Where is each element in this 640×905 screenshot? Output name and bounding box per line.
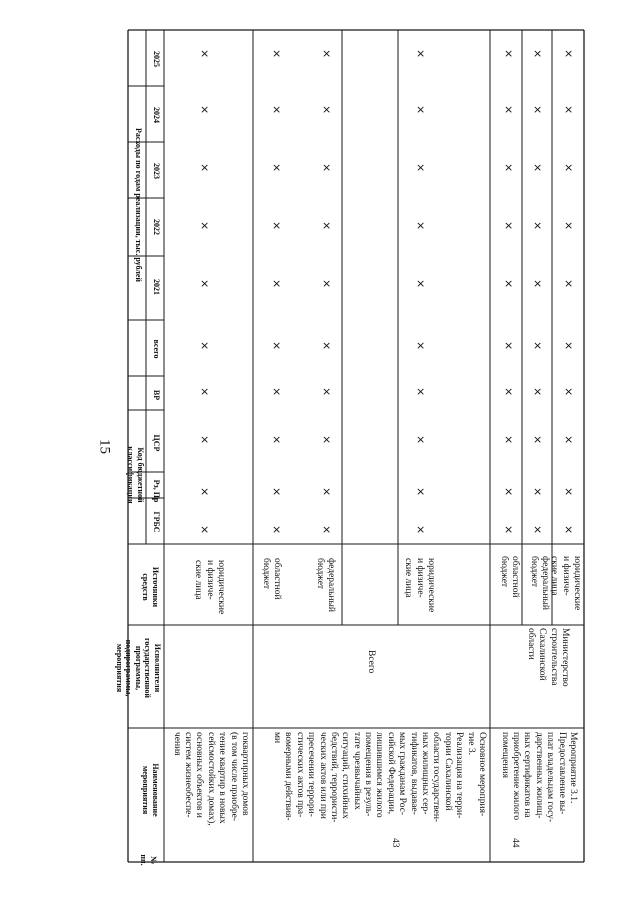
cross-mark-r44-regional-rzpr: × bbox=[504, 485, 514, 498]
cross-mark-r43-federal-rzpr: × bbox=[322, 485, 332, 498]
cross-mark-r43-individuals-rzpr: × bbox=[416, 485, 426, 498]
cross-mark-r44-individuals-csr: × bbox=[564, 433, 574, 446]
cont-row-name: гоквартирных домов (в том числе приобре- тение квартир в новых сейсмостойких домах), основных объектов и систем жизнеобеспе- чения bbox=[171, 732, 250, 826]
cross-mark-r44-federal-rzpr: × bbox=[533, 485, 543, 498]
cross-mark-r43-federal-grbs: × bbox=[322, 523, 332, 536]
cross-mark-cont-rzpr: × bbox=[200, 485, 210, 498]
header-expenses: Расходы по годам реализации, тыс. рублей bbox=[134, 127, 143, 283]
cross-mark-r43-individuals-y2024: × bbox=[416, 103, 426, 116]
cross-mark-r44-regional-total: × bbox=[504, 339, 514, 352]
header-grbs: ГРБС bbox=[152, 511, 161, 533]
cross-mark-r44-federal-y2023: × bbox=[533, 161, 543, 174]
cross-mark-r44-individuals-y2022: × bbox=[564, 219, 574, 232]
cross-mark-r43-federal-vr: × bbox=[322, 385, 332, 398]
cross-mark-r43-individuals-grbs: × bbox=[416, 523, 426, 536]
cross-mark-cont-y2022: × bbox=[200, 219, 210, 232]
cross-mark-cont-y2025: × bbox=[200, 47, 210, 60]
header-executor: Исполнители государственной программы, подпрограммы, мероприятия bbox=[114, 637, 162, 699]
cross-mark-r43-individuals-y2023: × bbox=[416, 161, 426, 174]
cross-mark-r44-individuals-y2021: × bbox=[564, 277, 574, 290]
row-43-number: 43 bbox=[390, 838, 400, 848]
row-44-executor: Министерство строительства Сахалинской области bbox=[525, 628, 570, 687]
cross-mark-r43-regional-y2021: × bbox=[272, 277, 282, 290]
cross-mark-r44-federal-grbs: × bbox=[533, 523, 543, 536]
cross-mark-r43-regional-y2025: × bbox=[272, 47, 282, 60]
cross-mark-r43-individuals-total: × bbox=[416, 339, 426, 352]
cross-mark-cont-y2024: × bbox=[200, 103, 210, 116]
cross-mark-r43-individuals-y2022: × bbox=[416, 219, 426, 232]
header-sources: Источники средств bbox=[141, 566, 160, 608]
cross-mark-cont-vr: × bbox=[200, 385, 210, 398]
cross-mark-r43-individuals-vr: × bbox=[416, 385, 426, 398]
cross-mark-r44-federal-y2024: × bbox=[533, 103, 543, 116]
cross-mark-cont-y2021: × bbox=[200, 277, 210, 290]
row-44-source-regional: областной бюджет bbox=[498, 556, 520, 598]
header-year-2024: 2024 bbox=[152, 107, 161, 123]
header-csr: ЦСР bbox=[152, 434, 161, 452]
cross-mark-cont-total: × bbox=[200, 339, 210, 352]
cross-mark-r44-regional-y2025: × bbox=[504, 47, 514, 60]
cross-mark-r44-regional-vr: × bbox=[504, 385, 514, 398]
header-total: всего bbox=[152, 339, 161, 359]
cross-mark-r43-federal-y2023: × bbox=[322, 161, 332, 174]
row-43-name: Основное мероприя- тие 3. Реализация на терри- тории Сахалинской области государствен- ных жилищных сер- тификатов, выдавае- мых гражданам Рос- сийской Федерации, лишившимся жилого помещения в резуль- тате чрезвычайных ситуаций, стихийных бедствий, террористи- ческих актов или при пресечении террори- стических актов пра- вомерными действия- ми bbox=[271, 732, 487, 823]
header-vr: ВР bbox=[152, 389, 161, 401]
header-year-2022: 2022 bbox=[152, 219, 161, 235]
cross-mark-r44-regional-y2024: × bbox=[504, 103, 514, 116]
cross-mark-r44-regional-grbs: × bbox=[504, 523, 514, 536]
cross-mark-r43-federal-y2021: × bbox=[322, 277, 332, 290]
cross-mark-r43-regional-y2022: × bbox=[272, 219, 282, 232]
row-43-executor: Всего bbox=[366, 650, 376, 674]
cross-mark-r44-regional-y2023: × bbox=[504, 161, 514, 174]
cross-mark-r43-regional-vr: × bbox=[272, 385, 282, 398]
header-year-2023: 2023 bbox=[152, 163, 161, 179]
row-43-source-regional: областной бюджет bbox=[260, 558, 282, 600]
cross-mark-r44-individuals-total: × bbox=[564, 339, 574, 352]
header-num: № пп. bbox=[139, 854, 158, 866]
cross-mark-r44-regional-csr: × bbox=[504, 433, 514, 446]
cross-mark-r44-federal-csr: × bbox=[533, 433, 543, 446]
cross-mark-r44-federal-total: × bbox=[533, 339, 543, 352]
cross-mark-r43-federal-csr: × bbox=[322, 433, 332, 446]
cross-mark-cont-csr: × bbox=[200, 433, 210, 446]
cross-mark-r43-federal-y2022: × bbox=[322, 219, 332, 232]
cross-mark-r43-individuals-y2021: × bbox=[416, 277, 426, 290]
cross-mark-r44-regional-y2021: × bbox=[504, 277, 514, 290]
cross-mark-r43-regional-y2023: × bbox=[272, 161, 282, 174]
row-44-source-federal: федеральный бюджет bbox=[528, 556, 550, 610]
cross-mark-r44-individuals-y2025: × bbox=[564, 47, 574, 60]
cross-mark-r43-regional-csr: × bbox=[272, 433, 282, 446]
row-44-source-individuals: юридические и физиче- ские лица bbox=[549, 556, 582, 611]
cross-mark-r43-individuals-csr: × bbox=[416, 433, 426, 446]
header-rzpr: Рз, Пр bbox=[152, 479, 161, 503]
cross-mark-r44-federal-vr: × bbox=[533, 385, 543, 398]
cross-mark-r43-federal-y2025: × bbox=[322, 47, 332, 60]
cross-mark-r44-individuals-rzpr: × bbox=[564, 485, 574, 498]
cross-mark-r44-federal-y2021: × bbox=[533, 277, 543, 290]
cross-mark-r43-individuals-y2025: × bbox=[416, 47, 426, 60]
header-name: Наименование мероприятия bbox=[141, 763, 160, 817]
cross-mark-r43-regional-grbs: × bbox=[272, 523, 282, 536]
cross-mark-r44-federal-y2022: × bbox=[533, 219, 543, 232]
row-44-number: 44 bbox=[510, 838, 520, 848]
cross-mark-r43-federal-total: × bbox=[322, 339, 332, 352]
header-budget-code: Код бюджетной классификации bbox=[126, 446, 145, 504]
header-year-2025: 2025 bbox=[152, 51, 161, 67]
cross-mark-r43-federal-y2024: × bbox=[322, 103, 332, 116]
cross-mark-r43-regional-total: × bbox=[272, 339, 282, 352]
row-43-source-federal: федеральный бюджет bbox=[314, 558, 336, 612]
cross-mark-r44-federal-y2025: × bbox=[533, 47, 543, 60]
row-43-source-individuals: юридические и физиче- ские лица bbox=[403, 558, 436, 613]
cross-mark-cont-grbs: × bbox=[200, 523, 210, 536]
cross-mark-r44-regional-y2022: × bbox=[504, 219, 514, 232]
cont-row-source: юридические и физиче- ские лица bbox=[193, 560, 226, 615]
cross-mark-cont-y2023: × bbox=[200, 161, 210, 174]
cross-mark-r43-regional-y2024: × bbox=[272, 103, 282, 116]
cross-mark-r44-individuals-y2023: × bbox=[564, 161, 574, 174]
page-number: 15 bbox=[96, 439, 113, 454]
cross-mark-r44-individuals-grbs: × bbox=[564, 523, 574, 536]
header-year-2021: 2021 bbox=[152, 279, 161, 295]
cross-mark-r44-individuals-y2024: × bbox=[564, 103, 574, 116]
cross-mark-r44-individuals-vr: × bbox=[564, 385, 574, 398]
row-44-name: Мероприятие 3.1. Предоставление вы- плат владельцам госу- дарственных жилищ- ных сертификатов на приобретение жилого помещения bbox=[499, 732, 578, 823]
cross-mark-r43-regional-rzpr: × bbox=[272, 485, 282, 498]
